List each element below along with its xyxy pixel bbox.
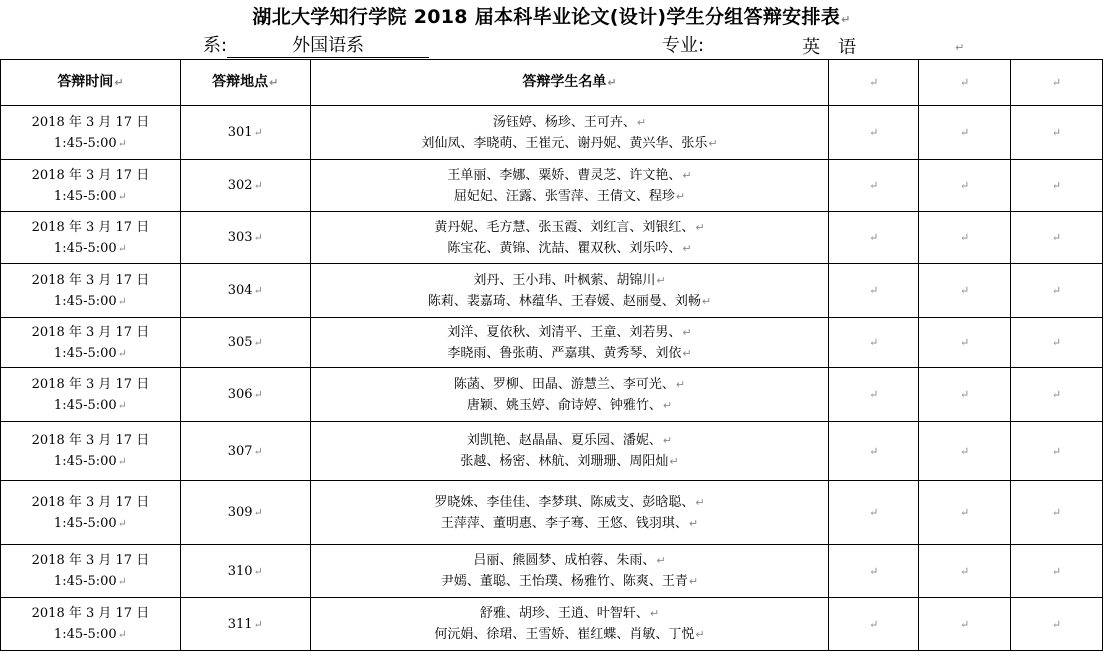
students-line-2: 尹嫣、董聪、王怡璞、杨雅竹、陈爽、王青: [440, 574, 688, 589]
time-text: 1:45-5:00: [53, 240, 117, 256]
students-cell: 王单丽、李娜、粟娇、曹灵芝、许文艳、↵ 屈妃妃、汪露、张雪萍、王倩文、程珍↵: [310, 160, 828, 212]
students-line-1: 刘洋、夏依秋、刘清平、王童、刘若男、: [447, 324, 682, 340]
time-text: 1:45-5:00: [53, 345, 117, 361]
date-text: 2018 年 3 月 17 日: [31, 606, 150, 621]
department-label: 系:: [203, 35, 228, 56]
date-text: 2018 年 3 月 17 日: [31, 376, 150, 392]
students-line-2: 王萍萍、董明惠、李子骞、王悠、钱羽琪、: [440, 515, 688, 531]
students-line-2: 李晓雨、鲁张萌、严嘉琪、黄秀琴、刘依: [447, 345, 682, 361]
students-cell: 舒雅、胡珍、王逍、叶智轩、↵ 何沅娟、徐珺、王雪娇、崔红蝶、肖敏、丁悦↵: [310, 598, 828, 651]
blank-cell: ↵: [1011, 481, 1103, 545]
blank-cell: ↵: [829, 481, 919, 545]
blank-cell: ↵: [919, 422, 1011, 481]
major-value: 英 语: [704, 37, 954, 60]
department-value: 外国语系: [227, 35, 429, 58]
students-line-1: 王单丽、李娜、粟娇、曹灵芝、许文艳、: [447, 167, 682, 183]
students-cell: 刘洋、夏依秋、刘清平、王童、刘若男、↵ 李晓雨、鲁张萌、严嘉琪、黄秀琴、刘依↵: [310, 318, 828, 368]
blank-cell: ↵: [919, 368, 1011, 422]
time-text: 1:45-5:00: [53, 627, 117, 642]
time-cell: 2018 年 3 月 17 日 1:45-5:00↵: [1, 264, 181, 318]
time-cell: 2018 年 3 月 17 日 1:45-5:00↵: [1, 318, 181, 368]
time-cell: 2018 年 3 月 17 日 1:45-5:00↵: [1, 106, 181, 160]
blank-cell: ↵: [919, 545, 1011, 598]
students-line-1: 刘凯艳、赵晶晶、夏乐园、潘妮、: [466, 433, 662, 448]
time-cell: 2018 年 3 月 17 日 1:45-5:00↵: [1, 368, 181, 422]
header-location: 答辩地点↵: [180, 60, 310, 106]
date-text: 2018 年 3 月 17 日: [31, 114, 150, 130]
room-cell: 303↵: [180, 212, 310, 264]
blank-cell: ↵: [1011, 598, 1103, 651]
room-cell: 301↵: [180, 106, 310, 160]
room-cell: 302↵: [180, 160, 310, 212]
students-line-1: 汤钰婷、杨珍、王可卉、: [492, 114, 636, 130]
blank-cell: ↵: [919, 598, 1011, 651]
room-text: 309: [227, 505, 253, 520]
students-line-2: 刘仙凤、李晓萌、王崔元、谢丹妮、黄兴华、张乐: [421, 135, 708, 151]
table-row: [1, 422, 1103, 481]
students-cell: 罗晓姝、李佳佳、李梦琪、陈威支、彭晗聪、↵ 王萍萍、董明惠、李子骞、王悠、钱羽琪、↵: [310, 481, 828, 545]
blank-cell: ↵: [1011, 212, 1103, 264]
table-row: [1, 264, 1103, 318]
date-text: 2018 年 3 月 17 日: [31, 167, 150, 183]
blank-cell: ↵: [1011, 106, 1103, 160]
room-cell: 307↵: [180, 422, 310, 481]
room-text: 304: [227, 283, 253, 298]
room-text: 307: [227, 443, 253, 459]
room-text: 301: [227, 125, 253, 140]
students-line-2: 屈妃妃、汪露、张雪萍、王倩文、程珍: [453, 188, 675, 204]
time-cell: 2018 年 3 月 17 日 1:45-5:00↵: [1, 212, 181, 264]
blank-cell: ↵: [919, 481, 1011, 545]
students-cell: 吕丽、熊圆梦、成柏蓉、朱雨、↵ 尹嫣、董聪、王怡璞、杨雅竹、陈爽、王青↵: [310, 545, 828, 598]
blank-cell: ↵: [829, 318, 919, 368]
time-text: 1:45-5:00: [53, 135, 117, 151]
room-text: 302: [227, 178, 253, 193]
date-text: 2018 年 3 月 17 日: [31, 324, 150, 340]
date-text: 2018 年 3 月 17 日: [31, 494, 150, 510]
header-blank-3: ↵: [1011, 60, 1103, 106]
blank-cell: ↵: [829, 106, 919, 160]
room-text: 306: [227, 387, 253, 402]
students-cell: 陈菡、罗柳、田晶、游慧兰、李可光、↵ 唐颖、姚玉婷、俞诗婷、钟雅竹、↵: [310, 368, 828, 422]
room-cell: 306↵: [180, 368, 310, 422]
blank-cell: ↵: [919, 106, 1011, 160]
table-row: [1, 368, 1103, 422]
students-line-2: 张越、杨密、林航、刘珊珊、周阳灿: [460, 454, 669, 469]
room-cell: 309↵: [180, 481, 310, 545]
blank-cell: ↵: [919, 212, 1011, 264]
date-text: 2018 年 3 月 17 日: [31, 272, 150, 288]
students-line-1: 黄丹妮、毛方慧、张玉霞、刘红言、刘银红、: [434, 219, 695, 235]
blank-cell: ↵: [1011, 318, 1103, 368]
students-cell: 刘丹、王小玮、叶枫萦、胡锦川↵ 陈莉、裴嘉琦、林蕴华、王春媛、赵丽曼、刘畅↵: [310, 264, 828, 318]
students-cell: 黄丹妮、毛方慧、张玉霞、刘红言、刘银红、↵ 陈宝花、黄锦、沈喆、瞿双秋、刘乐吟、↵: [310, 212, 828, 264]
room-text: 310: [227, 563, 253, 579]
students-line-2: 何沅娟、徐珺、王雪娇、崔红蝶、肖敏、丁悦: [434, 627, 695, 642]
students-line-2: 陈宝花、黄锦、沈喆、瞿双秋、刘乐吟、: [447, 240, 682, 256]
schedule-table: [0, 59, 1103, 651]
students-line-1: 陈菡、罗柳、田晶、游慧兰、李可光、: [453, 376, 675, 392]
room-text: 311: [227, 616, 253, 632]
major-line: [662, 34, 964, 60]
header-blank-2: ↵: [919, 60, 1011, 106]
blank-cell: ↵: [1011, 264, 1103, 318]
time-cell: 2018 年 3 月 17 日 1:45-5:00↵: [1, 481, 181, 545]
time-text: 1:45-5:00: [53, 454, 117, 469]
blank-cell: ↵: [919, 160, 1011, 212]
paragraph-mark: ↵: [841, 13, 851, 26]
header-time: 答辩时间↵: [1, 60, 181, 106]
table-row: [1, 318, 1103, 368]
room-cell: 311↵: [180, 598, 310, 651]
time-cell: 2018 年 3 月 17 日 1:45-5:00↵: [1, 598, 181, 651]
date-text: 2018 年 3 月 17 日: [31, 433, 150, 448]
date-text: 2018 年 3 月 17 日: [31, 553, 150, 568]
time-cell: 2018 年 3 月 17 日 1:45-5:00↵: [1, 160, 181, 212]
blank-cell: ↵: [1011, 368, 1103, 422]
time-cell: 2018 年 3 月 17 日 1:45-5:00↵: [1, 422, 181, 481]
students-cell: 汤钰婷、杨珍、王可卉、↵ 刘仙凤、李晓萌、王崔元、谢丹妮、黄兴华、张乐↵: [310, 106, 828, 160]
blank-cell: ↵: [1011, 160, 1103, 212]
room-cell: 304↵: [180, 264, 310, 318]
students-line-2: 陈莉、裴嘉琦、林蕴华、王春媛、赵丽曼、刘畅: [427, 293, 701, 309]
blank-cell: ↵: [829, 598, 919, 651]
time-text: 1:45-5:00: [53, 397, 117, 413]
table-row: [1, 212, 1103, 264]
students-line-1: 舒雅、胡珍、王逍、叶智轩、: [479, 606, 649, 621]
header-blank-1: ↵: [829, 60, 919, 106]
time-text: 1:45-5:00: [53, 293, 117, 309]
table-row: [1, 545, 1103, 598]
room-text: 303: [227, 230, 253, 245]
header-students: 答辩学生名单↵: [310, 60, 828, 106]
blank-cell: ↵: [829, 545, 919, 598]
students-line-1: 吕丽、熊圆梦、成柏蓉、朱雨、: [473, 553, 656, 568]
paragraph-mark: ↵: [955, 41, 965, 54]
students-line-1: 罗晓姝、李佳佳、李梦琪、陈威支、彭晗聪、: [434, 494, 695, 510]
students-line-2: 唐颖、姚玉婷、俞诗婷、钟雅竹、: [466, 397, 662, 413]
table-row: [1, 598, 1103, 651]
time-text: 1:45-5:00: [53, 515, 117, 531]
title-text: 湖北大学知行学院 2018 届本科毕业论文(设计)学生分组答辩安排表: [252, 6, 841, 28]
students-line-1: 刘丹、王小玮、叶枫萦、胡锦川: [473, 272, 656, 288]
header-row: [1, 60, 1103, 106]
blank-cell: ↵: [829, 422, 919, 481]
blank-cell: ↵: [829, 264, 919, 318]
blank-cell: ↵: [829, 160, 919, 212]
table-row: [1, 481, 1103, 545]
department-line: [203, 34, 429, 58]
students-cell: 刘凯艳、赵晶晶、夏乐园、潘妮、↵ 张越、杨密、林航、刘珊珊、周阳灿↵: [310, 422, 828, 481]
time-text: 1:45-5:00: [53, 574, 117, 589]
room-cell: 305↵: [180, 318, 310, 368]
room-text: 305: [227, 335, 253, 350]
time-text: 1:45-5:00: [53, 188, 117, 204]
date-text: 2018 年 3 月 17 日: [31, 219, 150, 235]
table-row: [1, 106, 1103, 160]
major-label: 专业:: [662, 35, 705, 56]
table-row: [1, 160, 1103, 212]
room-cell: 310↵: [180, 545, 310, 598]
blank-cell: ↵: [829, 368, 919, 422]
time-cell: 2018 年 3 月 17 日 1:45-5:00↵: [1, 545, 181, 598]
blank-cell: ↵: [829, 212, 919, 264]
document-title: [0, 4, 1103, 33]
blank-cell: ↵: [1011, 545, 1103, 598]
blank-cell: ↵: [1011, 422, 1103, 481]
blank-cell: ↵: [919, 318, 1011, 368]
blank-cell: ↵: [919, 264, 1011, 318]
